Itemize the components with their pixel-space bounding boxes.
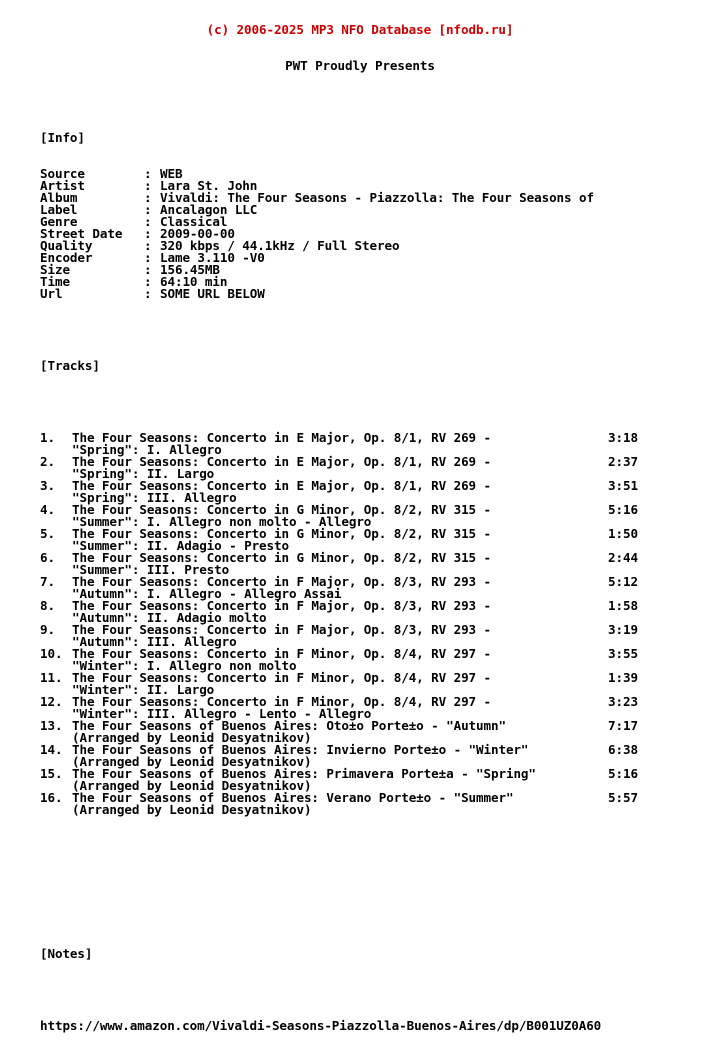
track-duration: 5:16 — [608, 502, 638, 517]
track-row — [0, 744, 720, 756]
info-value: Lara St. John — [160, 178, 258, 193]
info-row — [0, 264, 720, 276]
track-title: The Four Seasons of Buenos Aires: Primavera Porte±a - "Spring" — [72, 766, 536, 781]
info-key: Quality — [40, 238, 93, 253]
track-number: 16. — [40, 790, 63, 805]
track-row — [0, 576, 720, 588]
track-row — [0, 480, 720, 492]
track-row — [0, 672, 720, 684]
track-row — [0, 528, 720, 540]
track-subtitle: "Summer": I. Allegro non molto - Allegro — [72, 514, 372, 529]
track-number: 9. — [40, 622, 55, 637]
info-key: Album — [40, 190, 78, 205]
track-row — [0, 600, 720, 612]
track-duration: 1:50 — [608, 526, 638, 541]
track-duration: 2:44 — [608, 550, 638, 565]
track-number: 3. — [40, 478, 55, 493]
track-row — [0, 624, 720, 636]
track-row — [0, 648, 720, 660]
track-duration: 5:12 — [608, 574, 638, 589]
track-duration: 2:37 — [608, 454, 638, 469]
track-duration: 3:55 — [608, 646, 638, 661]
track-duration: 5:57 — [608, 790, 638, 805]
track-row — [0, 552, 720, 564]
track-number: 7. — [40, 574, 55, 589]
track-number: 15. — [40, 766, 63, 781]
info-separator: : — [144, 262, 152, 277]
track-number: 1. — [40, 430, 55, 445]
info-separator: : — [144, 286, 152, 301]
info-value: 156.45MB — [160, 262, 220, 277]
track-title: The Four Seasons: Concerto in F Major, Op. 8/3, RV 293 - — [72, 622, 491, 637]
track-number: 2. — [40, 454, 55, 469]
track-row — [0, 696, 720, 708]
track-subtitle: "Spring": I. Allegro — [72, 442, 222, 457]
info-row — [0, 288, 720, 300]
info-row — [0, 276, 720, 288]
info-value: SOME URL BELOW — [160, 286, 265, 301]
track-title: The Four Seasons: Concerto in F Major, Op. 8/3, RV 293 - — [72, 598, 491, 613]
track-number: 12. — [40, 694, 63, 709]
track-duration: 3:19 — [608, 622, 638, 637]
info-table — [0, 168, 720, 300]
track-row — [0, 792, 720, 804]
info-value: 64:10 min — [160, 274, 228, 289]
info-section-title: [Info] — [40, 130, 85, 145]
track-number: 8. — [40, 598, 55, 613]
track-row — [0, 720, 720, 732]
track-subtitle: "Summer": III. Presto — [72, 562, 230, 577]
info-key: Street Date — [40, 226, 123, 241]
track-subtitle: "Winter": II. Largo — [72, 682, 215, 697]
track-number: 11. — [40, 670, 63, 685]
track-title: The Four Seasons of Buenos Aires: Oto±o Porte±o - "Autumn" — [72, 718, 506, 733]
track-number: 14. — [40, 742, 63, 757]
notes-url: https://www.amazon.com/Vivaldi-Seasons-Piazzolla-Buenos-Aires/dp/B001UZ0A60 — [40, 1018, 602, 1033]
track-duration: 1:58 — [608, 598, 638, 613]
info-separator: : — [144, 166, 152, 181]
track-title: The Four Seasons of Buenos Aires: Invierno Porte±o - "Winter" — [72, 742, 529, 757]
track-number: 13. — [40, 718, 63, 733]
track-duration: 6:38 — [608, 742, 638, 757]
info-value: 2009-00-00 — [160, 226, 235, 241]
track-row — [0, 456, 720, 468]
notes-section-title: [Notes] — [40, 946, 93, 961]
track-title: The Four Seasons: Concerto in E Major, Op. 8/1, RV 269 - — [72, 454, 491, 469]
info-separator: : — [144, 190, 152, 205]
track-title: The Four Seasons: Concerto in F Minor, Op. 8/4, RV 297 - — [72, 646, 491, 661]
track-title: The Four Seasons: Concerto in F Major, Op. 8/3, RV 293 - — [72, 574, 491, 589]
info-value: Classical — [160, 214, 228, 229]
track-duration: 5:16 — [608, 766, 638, 781]
info-separator: : — [144, 250, 152, 265]
info-separator: : — [144, 238, 152, 253]
track-row — [0, 432, 720, 444]
track-number: 6. — [40, 550, 55, 565]
track-subtitle: "Spring": III. Allegro — [72, 490, 237, 505]
info-row — [0, 204, 720, 216]
info-key: Source — [40, 166, 85, 181]
track-title: The Four Seasons of Buenos Aires: Verano Porte±o - "Summer" — [72, 790, 514, 805]
tracks-section-title: [Tracks] — [40, 358, 100, 373]
info-separator: : — [144, 274, 152, 289]
info-key: Encoder — [40, 250, 93, 265]
info-value: WEB — [160, 166, 183, 181]
track-title: The Four Seasons: Concerto in F Minor, Op. 8/4, RV 297 - — [72, 694, 491, 709]
track-title: The Four Seasons: Concerto in E Major, Op. 8/1, RV 269 - — [72, 430, 491, 445]
track-number: 4. — [40, 502, 55, 517]
track-subtitle: (Arranged by Leonid Desyatnikov) — [72, 778, 312, 793]
track-subtitle: "Winter": I. Allegro non molto — [72, 658, 297, 673]
info-separator: : — [144, 178, 152, 193]
track-duration: 3:51 — [608, 478, 638, 493]
info-row — [0, 240, 720, 252]
track-duration: 7:17 — [608, 718, 638, 733]
track-row — [0, 504, 720, 516]
info-value: 320 kbps / 44.1kHz / Full Stereo — [160, 238, 400, 253]
track-title: The Four Seasons: Concerto in G Minor, Op. 8/2, RV 315 - — [72, 502, 491, 517]
info-separator: : — [144, 214, 152, 229]
track-subtitle: "Autumn": I. Allegro - Allegro Assai — [72, 586, 342, 601]
info-separator: : — [144, 202, 152, 217]
track-title: The Four Seasons: Concerto in G Minor, Op. 8/2, RV 315 - — [72, 550, 491, 565]
track-list — [0, 432, 720, 816]
track-duration: 1:39 — [608, 670, 638, 685]
info-key: Size — [40, 262, 70, 277]
track-duration: 3:18 — [608, 430, 638, 445]
info-key: Label — [40, 202, 78, 217]
info-separator: : — [144, 226, 152, 241]
info-value: Vivaldi: The Four Seasons - Piazzolla: The Four Seasons of — [160, 190, 594, 205]
info-row — [0, 192, 720, 204]
info-value: Ancalagon LLC — [160, 202, 258, 217]
info-value: Lame 3.110 -V0 — [160, 250, 265, 265]
info-key: Artist — [40, 178, 85, 193]
track-subtitle: "Winter": III. Allegro - Lento - Allegro — [72, 706, 372, 721]
track-subtitle: "Summer": II. Adagio - Presto — [72, 538, 289, 553]
site-banner: (c) 2006-2025 MP3 NFO Database [nfodb.ru] — [206, 22, 514, 37]
track-row — [0, 768, 720, 780]
presents-line: PWT Proudly Presents — [285, 58, 435, 73]
info-row — [0, 252, 720, 264]
track-subtitle: (Arranged by Leonid Desyatnikov) — [72, 802, 312, 817]
info-row — [0, 168, 720, 180]
track-duration: 3:23 — [608, 694, 638, 709]
track-title: The Four Seasons: Concerto in G Minor, Op. 8/2, RV 315 - — [72, 526, 491, 541]
track-subtitle: "Autumn": III. Allegro — [72, 634, 237, 649]
track-subtitle: "Spring": II. Largo — [72, 466, 215, 481]
track-subtitle: (Arranged by Leonid Desyatnikov) — [72, 754, 312, 769]
track-title: The Four Seasons: Concerto in F Minor, Op. 8/4, RV 297 - — [72, 670, 491, 685]
track-subtitle: "Autumn": II. Adagio molto — [72, 610, 267, 625]
track-number: 5. — [40, 526, 55, 541]
info-key: Genre — [40, 214, 78, 229]
info-key: Url — [40, 286, 63, 301]
track-title: The Four Seasons: Concerto in E Major, Op. 8/1, RV 269 - — [72, 478, 491, 493]
info-key: Time — [40, 274, 70, 289]
track-number: 10. — [40, 646, 63, 661]
track-subtitle: (Arranged by Leonid Desyatnikov) — [72, 730, 312, 745]
